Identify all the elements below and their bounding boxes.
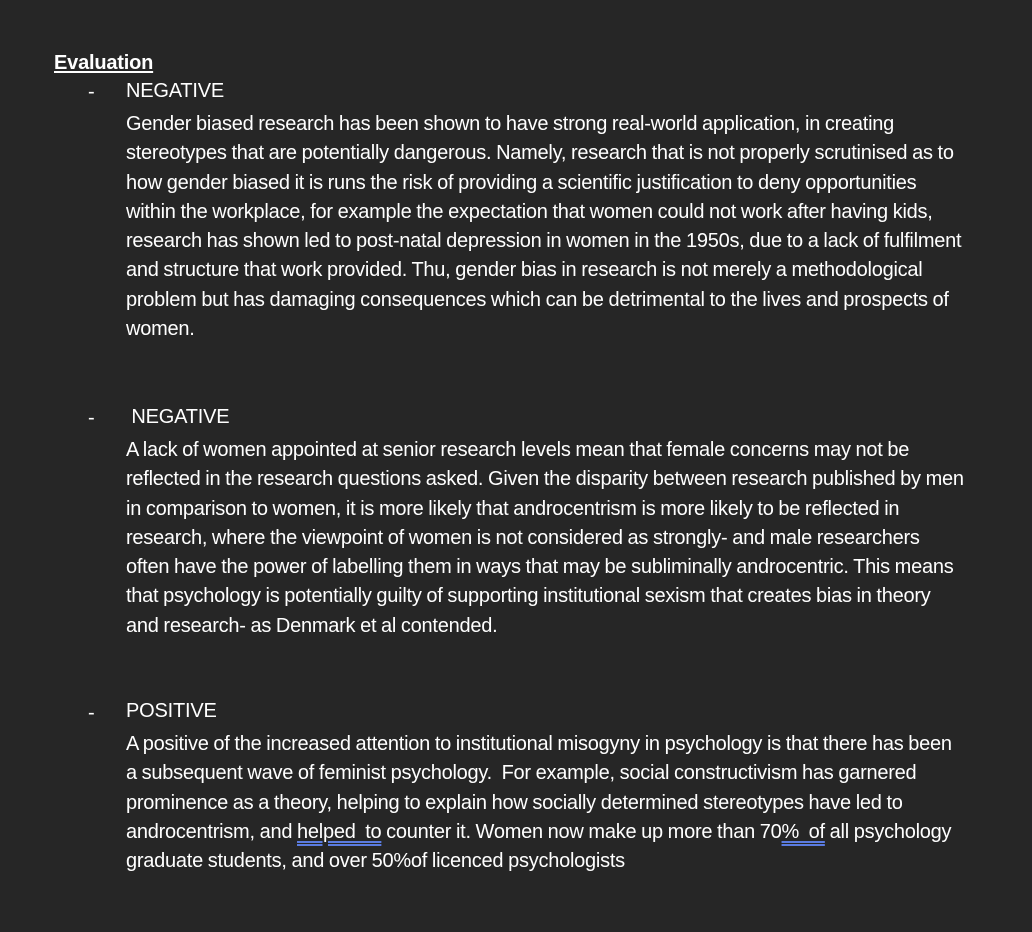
evaluation-heading: Evaluation [54, 52, 154, 74]
item-label-positive: POSITIVE [126, 700, 217, 722]
body-text-segment: counter it. Women now make up more than 70 [381, 820, 782, 843]
item-body-text: Gender biased research has been shown to have strong real-world application, in creating stereotypes that are potentially dangerous. Namely, research that is not properly scrutinised as to how gender biased it is runs the risk of providing a scientific justification to deny opportunities within the workplace, for example the expectation that women could not work after having kids, research has shown led to post-natal depression in women in the 1950s, due to a lack of fulfilment and structure that work provided. Thu, gender bias in research is not merely a methodological problem but has damaging consequences which can be detrimental to the lives and prospects of women. [126, 113, 962, 341]
item-body-text [126, 730, 966, 876]
grammar-flag[interactable]: % of [781, 820, 825, 843]
item-body-text: A lack of women appointed at senior research levels mean that female concerns may not be reflected in the research questions asked. Given the disparity between research published by men in comparison to women, it is more likely that androcentrism is more likely to be reflected in research, where the viewpoint of women is not considered as strongly- and male researchers often have the power of labelling them in ways that may be subliminally androcentric. This means that psychology is potentially guilty of supporting institutional sexism that creates bias in theory and research- as Denmark et al contended. [126, 439, 964, 637]
body-text-segment: A positive of the increased attention to institutional misogyny in psychology is that there has been a subsequent wave of feminist psychology. For example, social constructivism has garnered prominence as a theory, helping to explain how socially determined stereotypes have led to androcentrism, and [126, 733, 957, 843]
body-text-segment: all psychology graduate students, and over 50%of licenced psychologists [126, 820, 957, 873]
item-label-negative: NEGATIVE [126, 406, 230, 428]
item-label-negative: NEGATIVE [126, 80, 225, 102]
dash-bullet: - [88, 702, 95, 724]
dash-bullet: - [88, 81, 95, 103]
dash-bullet: - [88, 407, 95, 429]
grammar-flag[interactable]: helped to [297, 820, 382, 843]
